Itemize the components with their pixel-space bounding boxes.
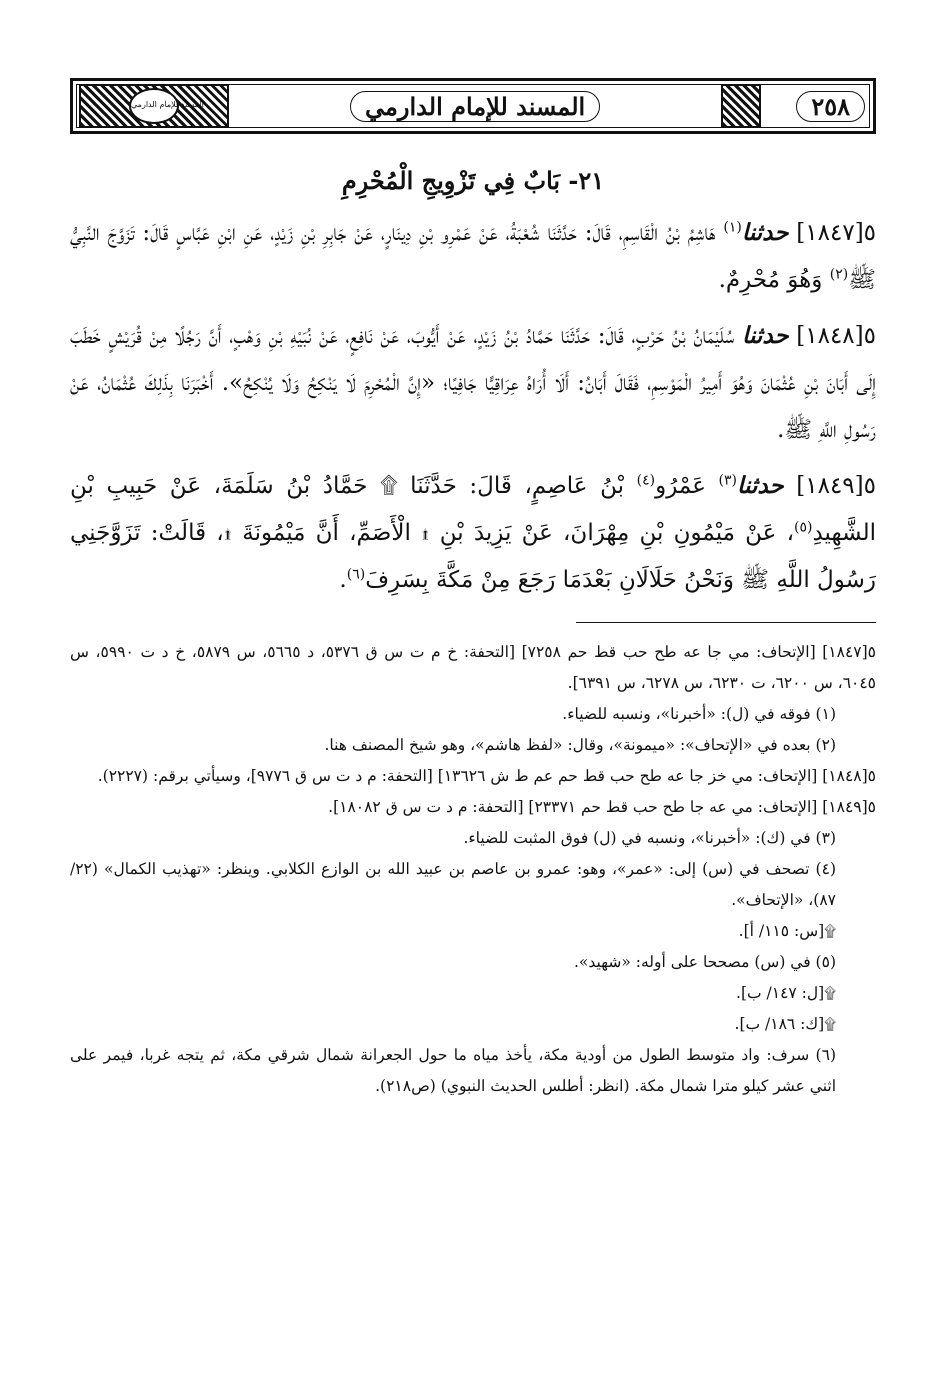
hadith-text: ، عَنْ مَيْمُونِ بْنِ مِهْرَانَ، عَنْ يَزِيدَ بْنِ ۩ الْأَصَمِّ، أَنَّ مَيْمُونَةَ ۩، قَالَتْ: تَزَوَّجَنِي رَسُولُ اللَّهِ ﷺ وَنَحْنُ حَلَالَانِ بَعْدَمَا رَجَعَ مِنْ مَكَّةَ بِسَرِفَ <box>70 520 876 593</box>
manuscript-marker: ۩[س: ١١٥/ أ]. <box>738 922 836 940</box>
ornament-left <box>79 84 229 128</box>
footnote-6: (٦) سرف: واد متوسط الطول من أودية مكة، يأخذ مياه ما حول الجعرانة شمال شرقي مكة، ثم يتجه غربا، فيمر على اثني عشر كيلو مترا شمال مكة. (انظر: أطلس الحديث النبوي) (ص٢١٨). <box>70 1046 836 1095</box>
footnote-4: (٤) تصحف في (س) إلى: «عمر»، وهو: عمرو بن عاصم بن عبيد الله بن الوازع الكلابي. وينظر: «تهذيب الكمال» (٢٢/ ٨٧)، «الإتحاف». <box>70 860 836 909</box>
footnote-takhrij-1847: ٥[١٨٤٧] [الإتحاف: مي جا عه طح حب قط حم ٧٢٥٨] [التحفة: خ م ت س ق ٥٣٧٦، د ٥٦٦٥، س ٥٨٧٩، خ د ت ٥٩٩٠، س ٦٠٤٥، س ٦٢٠٠، ت ٦٢٣٠، س ٦٢٧٨، س ٦٣٩١]. <box>70 643 876 692</box>
hadith-lead: حدثنا <box>737 472 784 499</box>
footnote-1: (١) فوقه في (ل): «أخبرنا»، ونسبه للضياء. <box>562 705 836 723</box>
hadith-text: عَمْرُو <box>655 473 706 499</box>
hadith-number: ٥[١٨٤٨] <box>796 323 877 349</box>
footnote-5: (٥) في (س) مصححا على أوله: «شهيد». <box>573 953 836 971</box>
hadith-text: سُلَيْمَانُ بْنُ حَرْبٍ، قَالَ: حَدَّثَنَا حَمَّادُ بْنُ زَيْدٍ، عَنْ أَيُّوبَ، عَنْ نَافِعٍ، عَنْ نُبَيْهِ بْنِ وَهْبٍ، أَنَّ رَجُلًا مِنْ قُرَيْشٍ خَطَبَ إِلَى أَبَانَ بْنِ عُثْمَانَ وَهُوَ أَمِيرُ الْمَوْسِمِ، فَقَالَ أَبَانُ: أَلَا أُرَاهُ عِرَاقِيًّا جَافِيًا؛ «إِنَّ الْمُحْرِمَ لَا يَنْكِحُ وَلَا يُنْكِحُ». أَخْبَرَنَا بِذَلِكَ عُثْمَانُ، عَنْ رَسُولِ اللَّهِ ﷺ. <box>70 323 876 443</box>
hadith-text: هَاشِمُ بْنُ الْقَاسِمِ، قَالَ: حَدَّثَنَا شُعْبَةُ، عَنْ عَمْرِو بْنِ دِينَارٍ، عَنْ جَابِرِ بْنِ زَيْدٍ، عَنِ ابْنِ عَبَّاسٍ قَالَ: تَزَوَّجَ النَّبِيُّ ﷺ <box>70 220 876 293</box>
page-number: ٢٥٨ <box>796 91 865 122</box>
page-header <box>70 78 876 134</box>
footnote-divider <box>576 622 876 623</box>
manuscript-marker: ۩[ك: ١٨٦/ ب]. <box>734 1015 836 1033</box>
footnote-ref: (١) <box>723 219 742 236</box>
footnote-3: (٣) في (ك): «أخبرنا»، ونسبه في (ل) فوق المثبت للضياء. <box>463 829 836 847</box>
hadith-1848 <box>70 312 876 454</box>
footnote-ref: (٢) <box>829 266 849 283</box>
hadith-text: وَهُوَ مُحْرِمٌ. <box>718 267 823 293</box>
manuscript-marker: ۩[ل: ١٤٧/ ب]. <box>736 984 836 1002</box>
page-content <box>70 160 876 1350</box>
hadith-text: بْنُ عَاصِمٍ، قَالَ: حَدَّثَنَا ۩ حَمَّادُ بْنُ سَلَمَةَ، عَنْ حَبِيبِ بْنِ الشَّهِيدِ <box>70 473 876 546</box>
footnote-ref: (٥) <box>794 519 813 536</box>
publisher-seal: المسند للإمام الدارمي <box>129 88 179 124</box>
footnote-ref: (٦) <box>346 566 366 583</box>
ornament-right <box>721 84 761 128</box>
footnote-ref: (٤) <box>636 472 656 489</box>
hadith-number: ٥[١٨٤٧] <box>796 220 877 246</box>
hadith-number: ٥[١٨٤٩] <box>796 473 876 499</box>
footnote-takhrij-1848: ٥[١٨٤٨] [الإتحاف: مي خز جا عه طح حب قط حم عم ط ش ١٣٦٢٦] [التحفة: م د ت س ق ٩٧٧٦]، وسيأتي برقم: (٢٢٢٧). <box>97 767 876 785</box>
footnote-ref: (٣) <box>718 472 737 489</box>
hadith-lead: حدثنا <box>741 219 789 246</box>
hadith-text: . <box>339 567 347 593</box>
hadith-1849 <box>70 462 876 604</box>
footnote-2: (٢) بعده في «الإتحاف»: «ميمونة»، وقال: «لفظ هاشم»، وهو شيخ المصنف هنا. <box>324 736 836 754</box>
chapter-title: ٢١- بَابٌ فِي تَزْوِيجِ الْمُحْرِمِ <box>341 166 605 195</box>
hadith-lead: حدثنا <box>741 322 789 349</box>
footnote-takhrij-1849: ٥[١٨٤٩] [الإتحاف: مي عه جا طح حب قط حم ٢٣٣٧١] [التحفة: م د ت س ق ١٨٠٨٢]. <box>328 798 876 816</box>
hadith-1847 <box>70 209 876 304</box>
running-title: المسند للإمام الدارمي <box>350 91 600 122</box>
